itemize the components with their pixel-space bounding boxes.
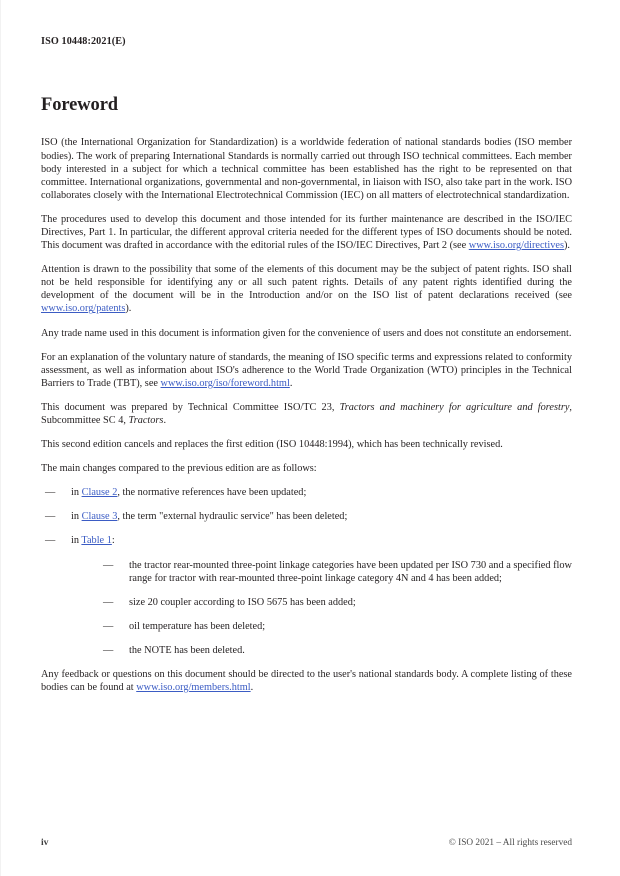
- list-item: [101, 620, 572, 633]
- link-iso-directives[interactable]: www.iso.org/directives: [468, 240, 564, 252]
- paragraph-procedures-text-before: The procedures used to develop this document and those intended for its further maintenance are described in the ISO/IEC Directives, Part 1. In particular, the different approval criteria needed for the different types of ISO documents should be noted. This document was drafted in accordance with the editorial rules of the ISO/IEC Directives, Part 2 (see: [41, 213, 572, 252]
- paragraph-patent-rights: [41, 263, 572, 315]
- change-item-prefix: in: [71, 511, 82, 523]
- list-item: [41, 510, 572, 523]
- committee-name-italic: Tractors and machinery for agriculture and forestry: [339, 401, 570, 413]
- dash-bullet-icon: —: [103, 644, 114, 656]
- paragraph-voluntary-text-before: For an explanation of the voluntary nature of standards, the meaning of ISO specific terms and expressions related to conformity assessment, as well as information about ISO's adherence to the World Trade Organization (WTO) principles in the Technical Barriers to Trade (TBT), see: [41, 351, 572, 389]
- subcommittee-name-italic: Tractors: [128, 415, 164, 427]
- dash-bullet-icon: —: [103, 620, 114, 632]
- paragraph-main-changes-intro: The main changes compared to the previous edition are as follows:: [41, 463, 317, 475]
- dash-bullet-icon: —: [103, 596, 114, 608]
- paragraph-procedures-text-after: ).: [564, 240, 571, 252]
- list-item: [41, 486, 572, 499]
- paragraph-patent-text-before: Attention is drawn to the possibility that some of the elements of this document may be the subject of patent rights. ISO shall not be held responsible for identifying any or all such patent rights. Details of any patent rights identified during the development of the document will be in the Introduction and/or on the ISO list of patent declarations received (see: [41, 264, 572, 302]
- sub-change-text: the tractor rear-mounted three-point linkage categories have been updated per ISO 730 and a specified flow range for tractor with rear-mounted three-point linkage category 4N and 4 has been added;: [129, 559, 572, 584]
- paragraph-second-edition: This second edition cancels and replaces the first edition (ISO 10448:1994), which has been technically revised.: [41, 439, 503, 451]
- document-reference-header: ISO 10448:2021(E): [41, 36, 126, 47]
- dash-bullet-icon: —: [103, 559, 114, 571]
- page-title: Foreword: [41, 95, 119, 116]
- paragraph-trade-name: Any trade name used in this document is information given for the convenience of users and does not constitute an endorsement.: [41, 327, 572, 339]
- sub-change-text: the NOTE has been deleted.: [129, 644, 245, 656]
- dash-bullet-icon: —: [45, 487, 56, 499]
- paragraph-feedback-text-after: .: [250, 682, 254, 694]
- list-item: [101, 559, 572, 585]
- sub-change-text: oil temperature has been deleted;: [129, 620, 266, 632]
- link-iso-foreword[interactable]: www.iso.org/iso/foreword.html: [160, 377, 290, 389]
- committee-text-part1: This document was prepared by Technical Committee ISO/TC 23,: [41, 401, 340, 413]
- change-item-suffix: , the normative references have been updated;: [117, 487, 307, 499]
- footer-page-number: iv: [41, 837, 49, 848]
- change-item-prefix: in: [71, 535, 82, 547]
- list-item: [101, 644, 572, 657]
- list-item: [41, 534, 572, 657]
- table-1-changes-sublist: [71, 559, 572, 657]
- link-clause-2[interactable]: Clause 2: [81, 487, 118, 499]
- paragraph-feedback-text-before: Any feedback or questions on this document should be directed to the user's national standards body. A complete listing of these bodies can be found at: [41, 669, 572, 694]
- link-table-1[interactable]: Table 1: [81, 535, 112, 547]
- change-item-suffix: , the term "external hydraulic service" has been deleted;: [117, 511, 348, 523]
- link-iso-patents[interactable]: www.iso.org/patents: [41, 303, 126, 315]
- sub-change-text: size 20 coupler according to ISO 5675 has been added;: [129, 596, 356, 608]
- change-item-suffix: :: [111, 535, 115, 547]
- page-footer: [41, 837, 572, 848]
- paragraph-procedures: [41, 213, 572, 252]
- dash-bullet-icon: —: [45, 535, 56, 547]
- paragraph-patent-text-after: ).: [125, 303, 132, 315]
- change-item-prefix: in: [71, 487, 82, 499]
- paragraph-voluntary-nature: [41, 351, 572, 390]
- link-iso-members[interactable]: www.iso.org/members.html: [136, 682, 251, 694]
- paragraph-voluntary-text-after: .: [289, 377, 293, 389]
- paragraph-iso-description: ISO (the International Organization for Standardization) is a worldwide federation of national standards bodies (ISO member bodies). The work of preparing International Standards is normally carried out through ISO technical committees. Each member body interested in a subject for which a technical committee has been established has the right to be represented on that committee. International organizations, governmental and non-governmental, in liaison with ISO, also take part in the work. ISO collaborates closely with the International Electrotechnical Commission (IEC) on all matters of electrotechnical standardization.: [41, 137, 572, 201]
- paragraph-feedback: [41, 668, 572, 694]
- dash-bullet-icon: —: [45, 511, 56, 523]
- footer-copyright: © ISO 2021 – All rights reserved: [448, 838, 572, 848]
- list-item: [101, 596, 572, 609]
- committee-text-part3: .: [163, 415, 167, 427]
- changes-list: [41, 486, 572, 657]
- link-clause-3[interactable]: Clause 3: [81, 511, 118, 523]
- paragraph-technical-committee: [41, 401, 572, 427]
- committee-text-part2: , Subcommittee SC 4,: [41, 401, 572, 427]
